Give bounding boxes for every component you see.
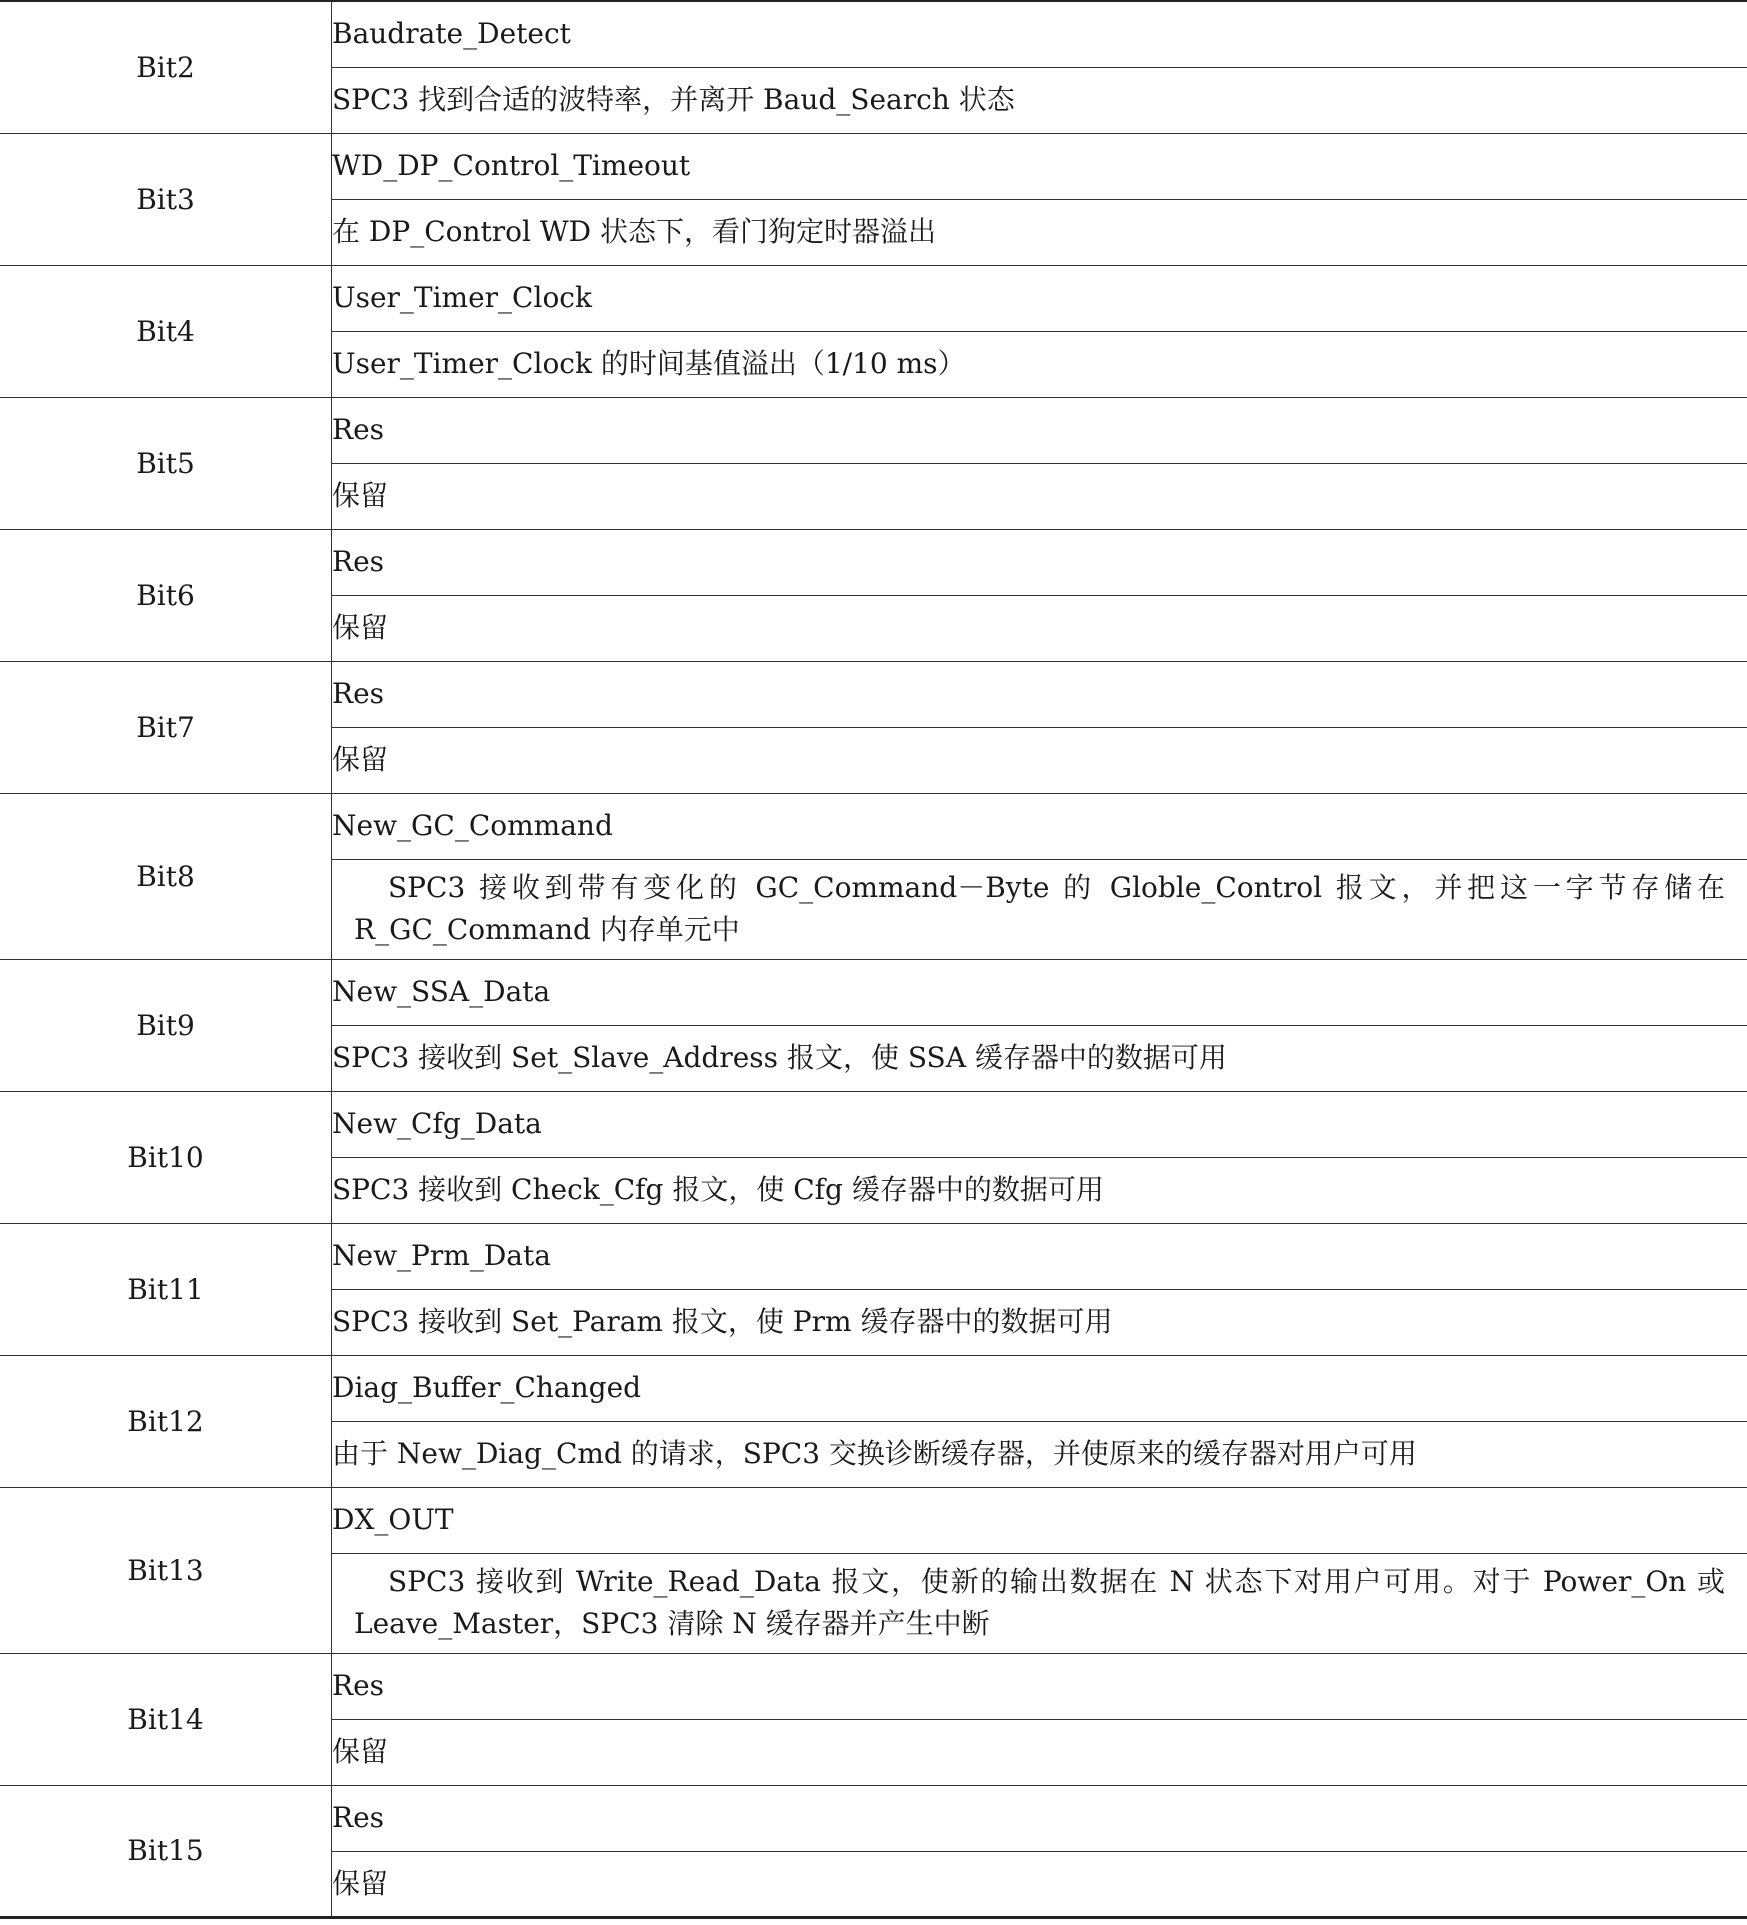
signal-name: Res — [332, 1785, 1747, 1851]
signal-name: WD_DP_Control_Timeout — [332, 133, 1747, 199]
signal-description: SPC3 接收到 Write_Read_Data 报文，使新的输出数据在 N 状态下对用户可用。对于 Power_On 或 Leave_Master，SPC3 清除 N 缓存器并产生中断 — [332, 1553, 1747, 1653]
bit-number: Bit15 — [0, 1785, 332, 1917]
signal-description: 保留 — [332, 1851, 1747, 1917]
table-row — [0, 1091, 1747, 1157]
table-row — [0, 397, 1747, 463]
signal-name: Res — [332, 661, 1747, 727]
signal-description: 在 DP_Control WD 状态下，看门狗定时器溢出 — [332, 199, 1747, 265]
signal-name: New_Prm_Data — [332, 1223, 1747, 1289]
signal-description: SPC3 接收到 Set_Param 报文，使 Prm 缓存器中的数据可用 — [332, 1289, 1747, 1355]
signal-name: Res — [332, 397, 1747, 463]
signal-name: New_Cfg_Data — [332, 1091, 1747, 1157]
signal-name: User_Timer_Clock — [332, 265, 1747, 331]
bit-number: Bit8 — [0, 793, 332, 959]
signal-description: 保留 — [332, 463, 1747, 529]
signal-description: 保留 — [332, 1719, 1747, 1785]
signal-description: 保留 — [332, 595, 1747, 661]
signal-name: Res — [332, 1653, 1747, 1719]
table-row — [0, 1355, 1747, 1421]
signal-name: Diag_Buffer_Changed — [332, 1355, 1747, 1421]
bit-number: Bit5 — [0, 397, 332, 529]
bit-number: Bit14 — [0, 1653, 332, 1785]
table-row — [0, 133, 1747, 199]
table-row — [0, 1785, 1747, 1851]
table-row — [0, 1487, 1747, 1553]
signal-name: Baudrate_Detect — [332, 1, 1747, 67]
signal-description: 保留 — [332, 727, 1747, 793]
table-row — [0, 529, 1747, 595]
table-row — [0, 265, 1747, 331]
bit-number: Bit9 — [0, 959, 332, 1091]
bit-number: Bit10 — [0, 1091, 332, 1223]
bit-number: Bit12 — [0, 1355, 332, 1487]
table-row — [0, 661, 1747, 727]
bit-number: Bit7 — [0, 661, 332, 793]
signal-name: DX_OUT — [332, 1487, 1747, 1553]
bit-number: Bit11 — [0, 1223, 332, 1355]
table-row — [0, 1223, 1747, 1289]
bit-number: Bit13 — [0, 1487, 332, 1653]
signal-description: SPC3 接收到 Check_Cfg 报文，使 Cfg 缓存器中的数据可用 — [332, 1157, 1747, 1223]
table-row — [0, 1, 1747, 67]
signal-description: SPC3 接收到带有变化的 GC_Command－Byte 的 Globle_Control 报文，并把这一字节存储在 R_GC_Command 内存单元中 — [332, 859, 1747, 959]
table-row — [0, 959, 1747, 1025]
bit-number: Bit3 — [0, 133, 332, 265]
bit-number: Bit4 — [0, 265, 332, 397]
signal-description: 由于 New_Diag_Cmd 的请求，SPC3 交换诊断缓存器，并使原来的缓存器对用户可用 — [332, 1421, 1747, 1487]
signal-description: SPC3 接收到 Set_Slave_Address 报文，使 SSA 缓存器中的数据可用 — [332, 1025, 1747, 1091]
signal-description: SPC3 找到合适的波特率，并离开 Baud_Search 状态 — [332, 67, 1747, 133]
signal-description: User_Timer_Clock 的时间基值溢出（1/10 ms） — [332, 331, 1747, 397]
bit-number: Bit6 — [0, 529, 332, 661]
table-row — [0, 1653, 1747, 1719]
signal-name: New_GC_Command — [332, 793, 1747, 859]
signal-name: Res — [332, 529, 1747, 595]
bit-number: Bit2 — [0, 1, 332, 133]
signal-name: New_SSA_Data — [332, 959, 1747, 1025]
table-row — [0, 793, 1747, 859]
